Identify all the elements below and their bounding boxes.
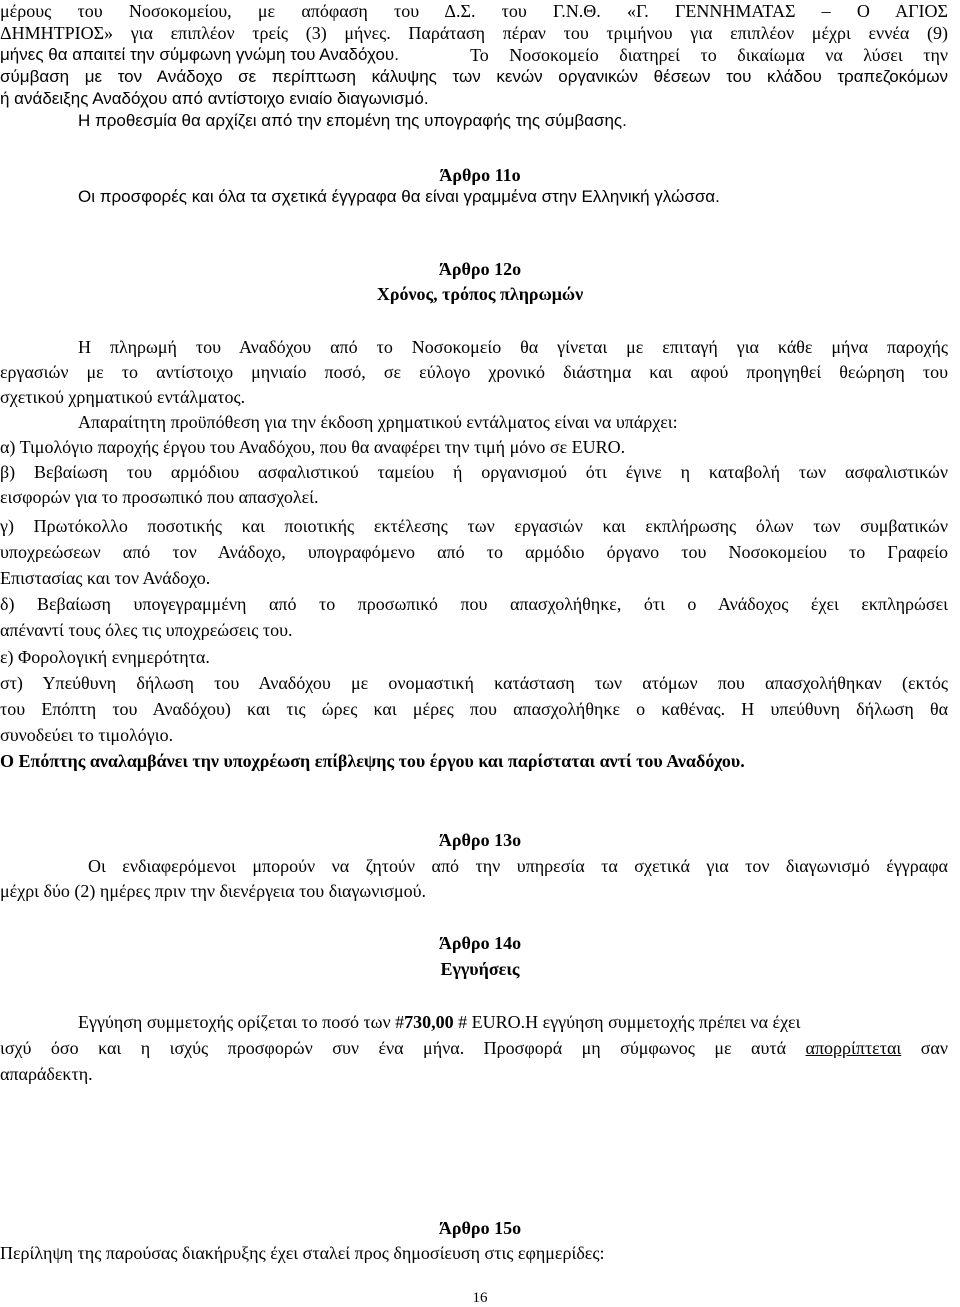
item-b-line-1: β) Βεβαίωση του αρμόδιου ασφαλιστικού ταμείου ή οργανισμού ότι έγινε η καταβολή των ασφαλιστικών [0, 462, 948, 482]
item-e: ε) Φορολογική ενημερότητα. [0, 647, 210, 667]
guarantee-line-1 [78, 1011, 800, 1033]
item-g-line-1: γ) Πρωτόκολλο ποσοτικής και ποιοτικής εκτέλεσης των εργασιών και εκπλήρωσης όλων των συμβατικών [0, 516, 948, 536]
item-b-line-2: εισφορών για το προσωπικό που απασχολεί. [0, 487, 319, 507]
guarantee-line-3: απαράδεκτη. [0, 1064, 93, 1084]
article-15-text: Περίληψη της παρούσας διακήρυξης έχει σταλεί προς δημοσίευση στις εφημερίδες: [0, 1243, 605, 1263]
supervisor-statement: Ο Επόπτης αναλαμβάνει την υποχρέωση επίβλεψης του έργου και παρίσταται αντί του Αναδόχου. [0, 751, 745, 771]
article-13-line-1: Οι ενδιαφερόμενοι μπορούν να ζητούν από την υπηρεσία τα σχετικά για τον διαγωνισμό έγγραφα [88, 856, 948, 876]
item-d-line-2: απέναντί τους όλες τις υποχρεώσεις του. [0, 620, 293, 640]
article-12-subheading: Χρόνος, τρόπος πληρωμών [376, 284, 584, 304]
page-number: 16 [472, 1290, 488, 1306]
guarantee-text-end: # EURO.Η εγγύηση συμμετοχής πρέπει να έχει [453, 1012, 801, 1032]
continuation-line-2: ΔΗΜΗΤΡΙΟΣ» για επιπλέον τρείς (3) μήνες. Παράταση πέραν του τριμήνου για επιπλέον μέχρι εννέα (9) [0, 23, 948, 43]
item-st-line-1: στ) Υπεύθυνη δήλωση του Αναδόχου με ονομαστική κατάσταση των ατόμων που απασχολήθηκαν (εκτός [0, 673, 948, 693]
payment-paragraph-line-3: σχετικού χρηματικού εντάλματος. [0, 387, 246, 407]
rejected-word: απορρίπτεται [805, 1038, 902, 1058]
item-st-line-2: του Επόπτη του Αναδόχου) και τις ώρες και μέρες που απασχολήθηκε ο καθένας. Η υπεύθυνη δήλωση θα [0, 699, 948, 719]
article-15-heading: Άρθρο 15ο [438, 1218, 522, 1238]
precondition-line: Απαραίτητη προϋπόθεση για την έκδοση χρηματικού εντάλματος είναι να υπάρχει: [78, 412, 678, 432]
deadline-line: Η προθεσμία θα αρχίζει από την επομένη της υπογραφής της σύμβασης. [78, 111, 627, 130]
guarantee-line-2-end: σαν [901, 1038, 948, 1058]
article-11-text: Οι προσφορές και όλα τα σχετικά έγγραφα θα είναι γραμμένα στην Ελληνική γλώσσα. [78, 187, 720, 206]
item-g-line-2: υποχρεώσεων από τον Ανάδοχο, υπογραφόμενο από το αρμόδιο όργανο του Νοσοκομείου το Γραφείο [0, 542, 948, 562]
continuation-line-3a: μήνες θα απαιτεί την σύμφωνη γνώμη του Αναδόχου. [0, 45, 399, 64]
continuation-line-5: ή ανάδειξης Αναδόχου από αντίστοιχο ενιαίο διαγωνισμό. [0, 89, 429, 108]
item-a: α) Τιμολόγιο παροχής έργου του Αναδόχου, που θα αναφέρει την τιμή μόνο σε EURO. [0, 437, 626, 457]
item-g-line-3: Επιστασίας και τον Ανάδοχο. [0, 568, 211, 588]
item-st-line-3: συνοδεύει το τιμολόγιο. [0, 725, 174, 745]
guarantee-line-2 [0, 1037, 948, 1059]
guarantee-text-start: Εγγύηση συμμετοχής ορίζεται το ποσό των # [78, 1012, 405, 1032]
article-12-heading: Άρθρο 12ο [438, 259, 522, 279]
payment-paragraph-line-2: εργασιών με το αντίστοιχο μηνιαίο ποσό, σε εύλογο χρονικό διάστημα και αφού προηγηθεί θεώρηση του [0, 362, 948, 382]
article-11-heading: Άρθρο 11ο [439, 165, 521, 185]
continuation-line-3b: Το Νοσοκομείο διατηρεί το δικαίωμα να λύσει την [470, 45, 948, 65]
guarantee-amount: 730,00 [404, 1012, 454, 1032]
article-13-heading: Άρθρο 13ο [438, 830, 522, 850]
article-14-heading: Άρθρο 14ο [438, 933, 522, 953]
guarantee-line-2-start: ισχύ όσο και η ισχύς προσφορών συν ένα μήνα. Προσφορά μη σύμφωνος με αυτά [0, 1038, 806, 1058]
item-d-line-1: δ) Βεβαίωση υπογεγραμμένη από το προσωπικό που απασχολήθηκε, ότι ο Ανάδοχος έχει εκπληρώσει [0, 594, 948, 614]
continuation-line-1: μέρους του Νοσοκομείου, με απόφαση του Δ.Σ. του Γ.Ν.Θ. «Γ. ΓΕΝΝΗΜΑΤΑΣ – Ο ΑΓΙΟΣ [0, 1, 948, 21]
payment-paragraph-line-1: Η πληρωμή του Αναδόχου από το Νοσοκομείο θα γίνεται με επιταγή για κάθε μήνα παροχής [78, 337, 948, 357]
article-13-line-2: μέχρι δύο (2) ημέρες πριν την διενέργεια του διαγωνισμού. [0, 881, 427, 901]
article-14-subheading: Εγγυήσεις [440, 959, 520, 979]
continuation-line-4: σύμβαση με τον Ανάδοχο σε περίπτωση κάλυψης των κενών οργανικών θέσεων του κλάδου τραπεζοκόμων [0, 67, 948, 86]
